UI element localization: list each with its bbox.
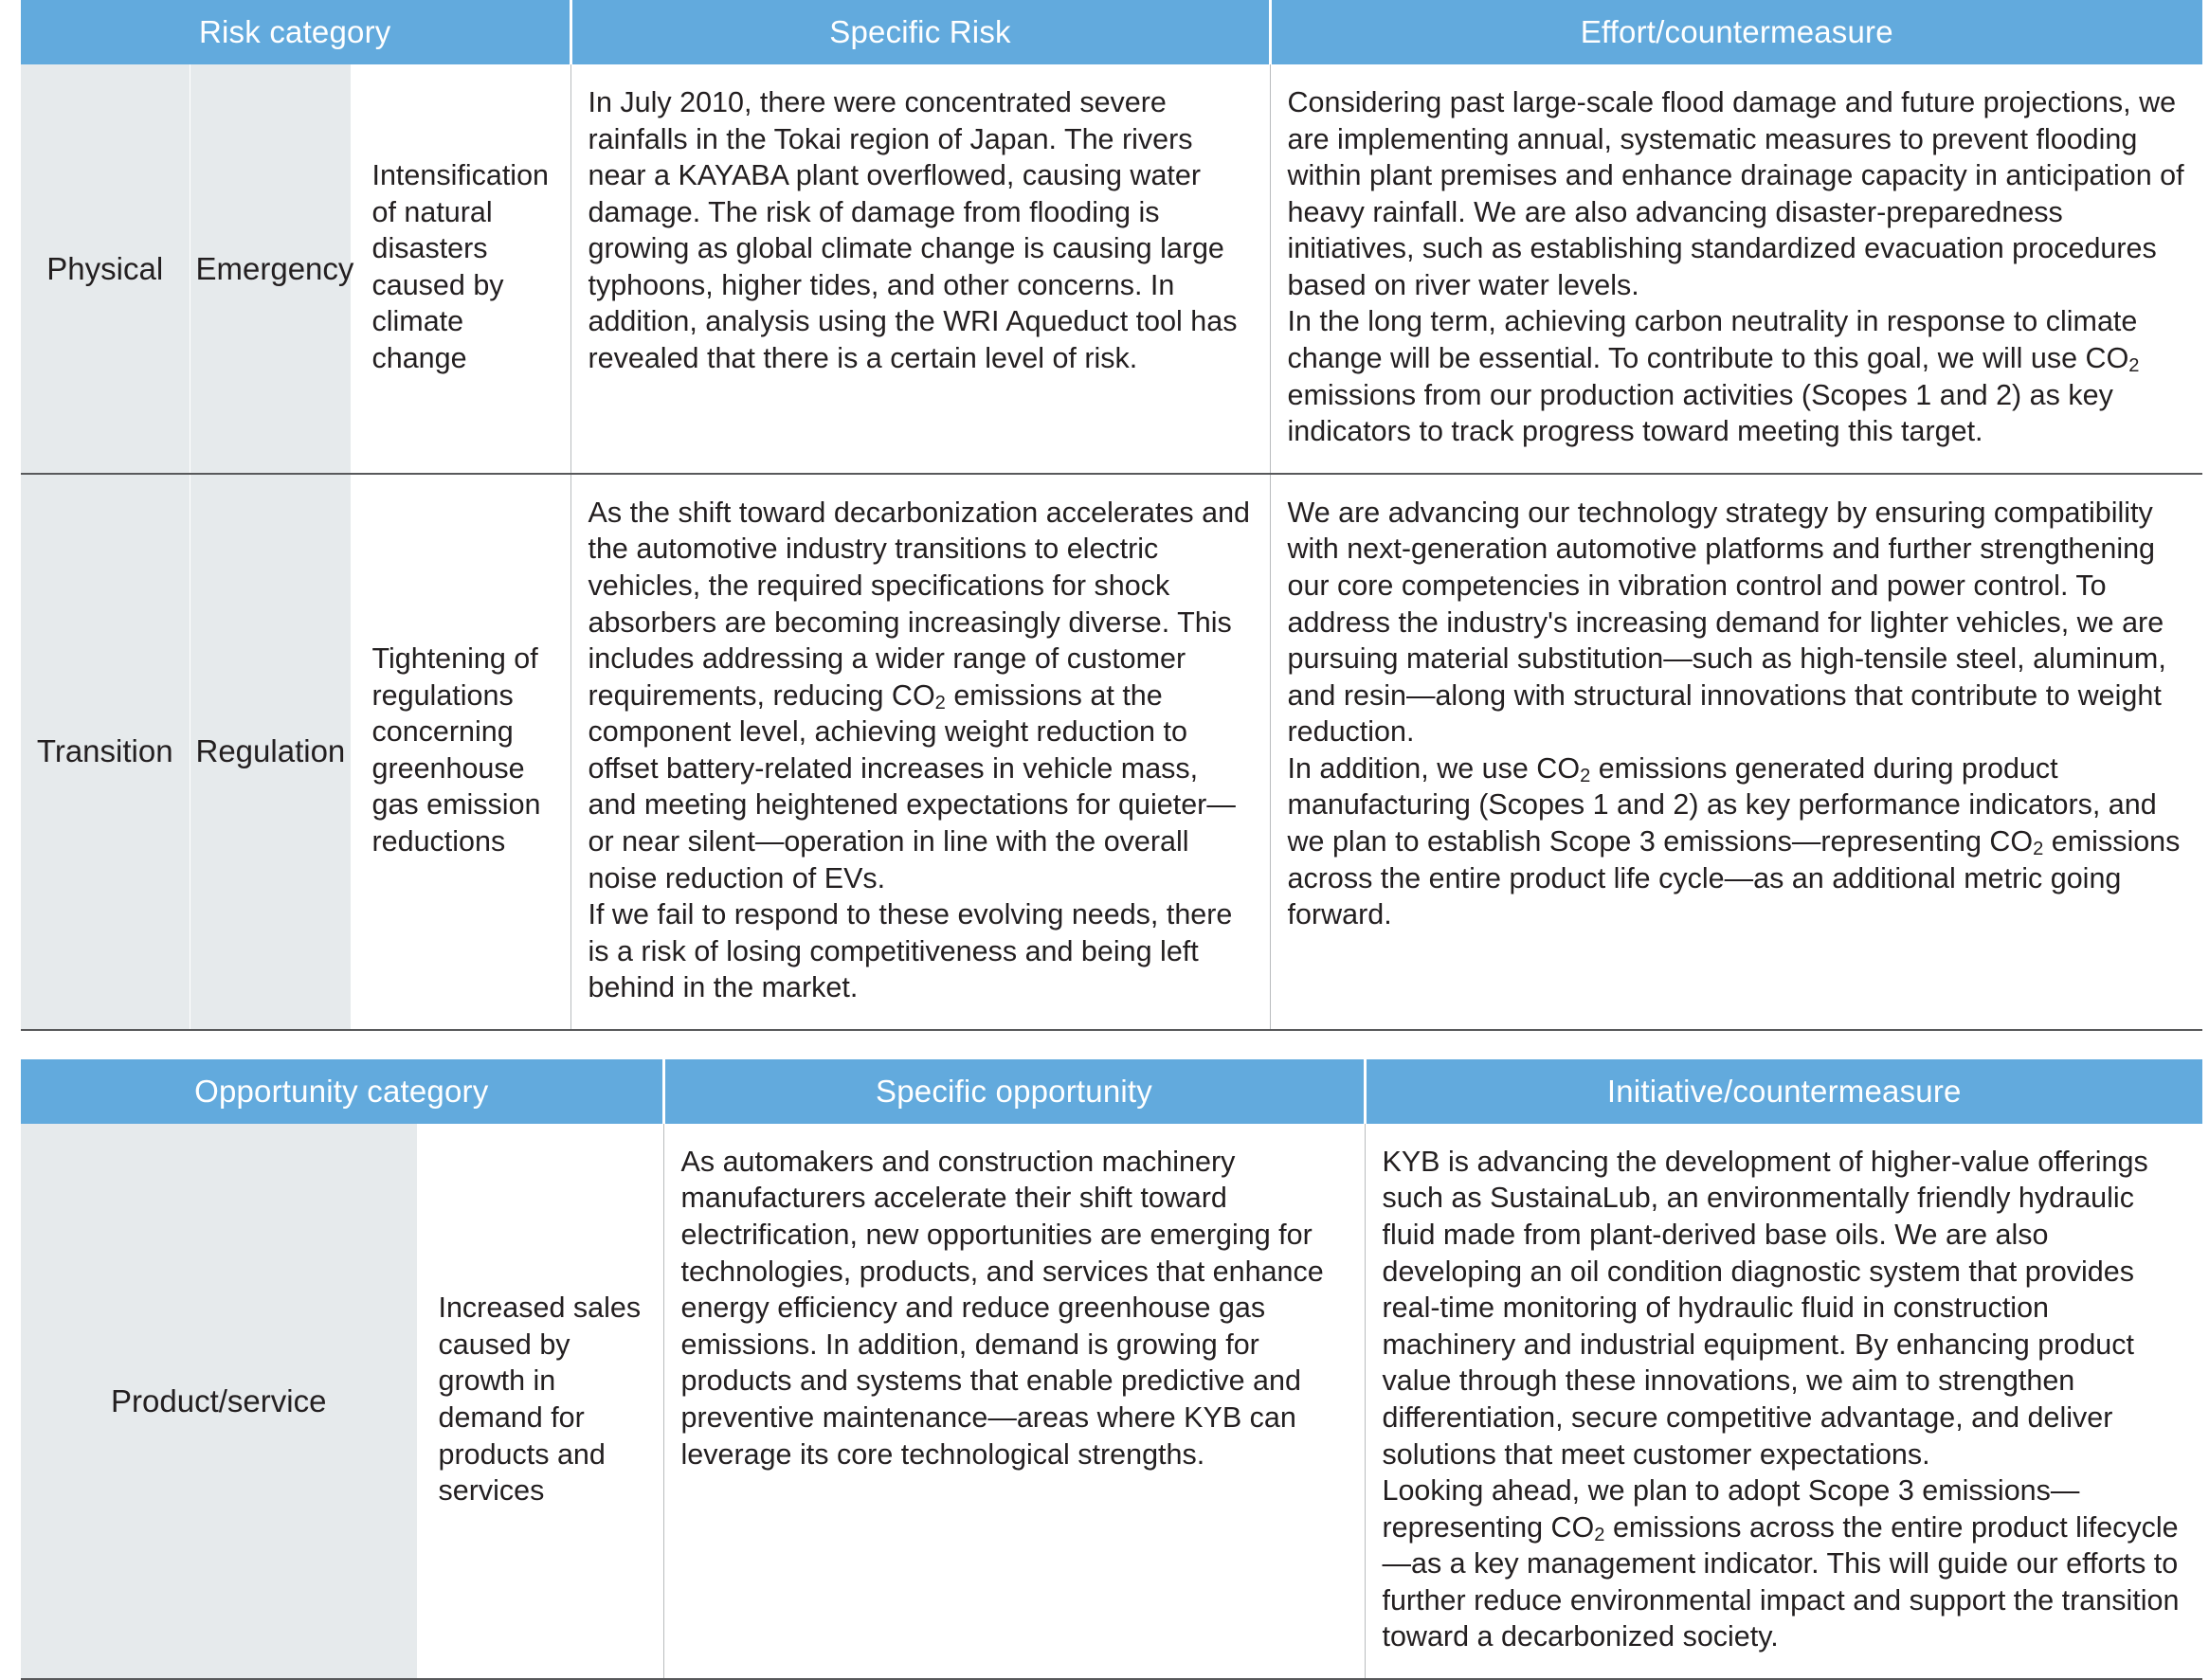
paragraph: Looking ahead, we plan to adopt Scope 3 emissions—representing $CO_2$ emissions across the entire product lifecycle—as a key management indicator. This will guide our efforts to further reduce environmental impact and support the transition toward a decarbonized society. <box>1382 1474 2180 1653</box>
risk-row-1-label: Tightening of regulations concerning greenhouse gas emission reductions <box>351 474 570 1030</box>
paragraph: We are advancing our technology strategy by ensuring compatibility with next-generation automotive platforms and further strengthening our core competencies in vibration control and power control. To address the industry's increasing demand for lighter vehicles, we are pursuing material substitution—such as high-tensile steel, aluminum, and resin—along with structural innovations that contribute to weight reduction. <box>1287 496 2166 749</box>
risk-table-body <box>21 64 2202 1030</box>
paragraph: In the long term, achieving carbon neutrality in response to climate change will be essential. To contribute to this goal, we will use $CO_2$ emissions from our production activities (Scopes 1 and 2) as key indicators to track progress toward meeting this target. <box>1287 305 2140 448</box>
opportunity-header-category: Opportunity category <box>21 1059 663 1124</box>
risk-row-0-category: Physical <box>21 64 190 474</box>
table-row <box>21 64 2202 474</box>
paragraph: In addition, we use $CO_2$ emissions generated during product manufacturing (Scopes 1 and 2) as key performance indicators, and we plan to establish Scope 3 emissions—representing $CO_2$ emissions across the entire product life cycle—as an additional metric going forward. <box>1287 751 2181 931</box>
opportunity-row-0-measure <box>1365 1124 2202 1679</box>
paragraph: If we fail to respond to these evolving needs, there is a risk of losing competitiveness and being left behind in the market. <box>588 898 1233 1004</box>
risk-header-specific: Specific Risk <box>570 0 1270 64</box>
paragraph: As the shift toward decarbonization accelerates and the automotive industry transitions to electric vehicles, the required specifications for shock absorbers are becoming increasingly diverse. This includes addressing a wider range of customer requirements, reducing $CO_2$ emissions at the component level, achieving weight reduction to offset battery-related increases in vehicle mass, and meeting heightened expectations for quieter—or near silent—operation in line with the overall noise reduction of EVs. <box>588 496 1251 894</box>
risk-table <box>21 0 2202 1031</box>
risk-row-0-measure <box>1270 64 2202 474</box>
opportunity-row-0-category: Product/service <box>21 1124 417 1679</box>
risk-table-header <box>21 0 2202 64</box>
opportunity-table-header <box>21 1059 2202 1124</box>
table-row <box>21 474 2202 1030</box>
risk-row-0-specific <box>570 64 1270 474</box>
opportunity-header-row <box>21 1059 2202 1124</box>
table-separator <box>0 1031 2209 1059</box>
risk-row-1-subcategory: Regulation <box>190 474 351 1030</box>
opportunity-header-measure: Initiative/countermeasure <box>1365 1059 2202 1124</box>
risk-header-row <box>21 0 2202 64</box>
risk-row-0-label: Intensification of natural disasters caused by climate change <box>351 64 570 474</box>
risk-row-1-category: Transition <box>21 474 190 1030</box>
opportunity-row-0-specific <box>663 1124 1365 1679</box>
risk-header-category: Risk category <box>21 0 570 64</box>
paragraph: Considering past large-scale flood damage and future projections, we are implementing annual, systematic measures to prevent flooding within plant premises and enhance drainage capacity in anticipation of heavy rainfall. We are also advancing disaster-preparedness initiatives, such as establishing standardized evacuation procedures based on river water levels. <box>1287 86 2184 301</box>
risk-header-measure: Effort/countermeasure <box>1270 0 2202 64</box>
opportunity-table <box>21 1059 2202 1680</box>
opportunity-table-body <box>21 1124 2202 1679</box>
risk-row-1-measure <box>1270 474 2202 1030</box>
paragraph: In July 2010, there were concentrated severe rainfalls in the Tokai region of Japan. The rivers near a KAYABA plant overflowed, causing water damage. The risk of damage from flooding is growing as global climate change is causing large typhoons, higher tides, and other concerns. In addition, analysis using the WRI Aqueduct tool has revealed that there is a certain level of risk. <box>588 86 1238 375</box>
opportunity-row-0-label: Increased sales caused by growth in demand for products and services <box>417 1124 663 1679</box>
opportunity-header-specific: Specific opportunity <box>663 1059 1365 1124</box>
paragraph: KYB is advancing the development of higher-value offerings such as SustainaLub, an environmentally friendly hydraulic fluid made from plant-derived base oils. We are also developing an oil condition diagnostic system that provides real-time monitoring of hydraulic fluid in construction machinery and industrial equipment. By enhancing product value through these innovations, we aim to strengthen differentiation, secure competitive advantage, and deliver solutions that meet customer expectations. <box>1382 1145 2148 1471</box>
paragraph: As automakers and construction machinery manufacturers accelerate their shift toward electrification, new opportunities are emerging for technologies, products, and services that enhance energy efficiency and reduce greenhouse gas emissions. In addition, demand is growing for products and systems that enable predictive and preventive maintenance—areas where KYB can leverage its core technological strengths. <box>680 1145 1324 1471</box>
risk-row-1-specific <box>570 474 1270 1030</box>
risk-row-0-subcategory: Emergency <box>190 64 351 474</box>
table-row <box>21 1124 2202 1679</box>
